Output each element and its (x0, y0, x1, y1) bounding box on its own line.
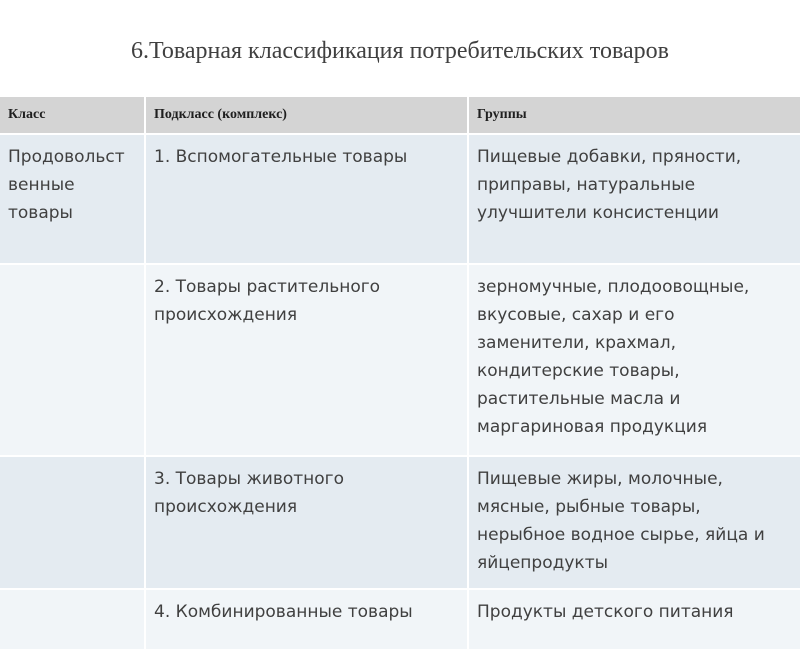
class-cell (0, 264, 145, 456)
table-row (0, 264, 800, 456)
header-groups: Группы (468, 97, 800, 134)
table-row (0, 456, 800, 589)
table-row (0, 589, 800, 649)
class-text: Продовольст венные товары (8, 147, 125, 223)
groups-cell (468, 264, 800, 456)
class-cell (0, 456, 145, 589)
groups-cell (468, 589, 800, 649)
subclass-text: 4. Комбинированные товары (154, 602, 413, 622)
groups-text: Продукты детского питания (477, 602, 734, 622)
table-row (0, 134, 800, 264)
subclass-text: 2. Товары растительного происхождения (154, 277, 381, 325)
subclass-cell (145, 456, 468, 589)
groups-text: зерномучные, плодоовощные, вкусовые, сахар и его заменители, крахмал, кондитерские товары, растительные масла и маргариновая продукция (477, 277, 750, 437)
subclass-cell (145, 264, 468, 456)
subclass-text: 1. Вспомогательные товары (154, 147, 408, 167)
slide-title: 6.Товарная классификация потребительских товаров (131, 38, 669, 64)
groups-text: Пищевые жиры, молочные, мясные, рыбные товары, нерыбное водное сырье, яйца и яйцепродукты (477, 469, 765, 573)
header-class: Класс (0, 97, 145, 134)
groups-cell (468, 456, 800, 589)
class-cell (0, 589, 145, 649)
groups-cell (468, 134, 800, 264)
header-subclass: Подкласс (комплекс) (145, 97, 468, 134)
subclass-cell (145, 134, 468, 264)
groups-text: Пищевые добавки, пряности, приправы, натуральные улучшители консистенции (477, 147, 742, 223)
subclass-text: 3. Товары животного происхождения (154, 469, 344, 517)
class-cell (0, 134, 145, 264)
table-header-row (0, 97, 800, 134)
classification-table (0, 97, 800, 649)
subclass-cell (145, 589, 468, 649)
